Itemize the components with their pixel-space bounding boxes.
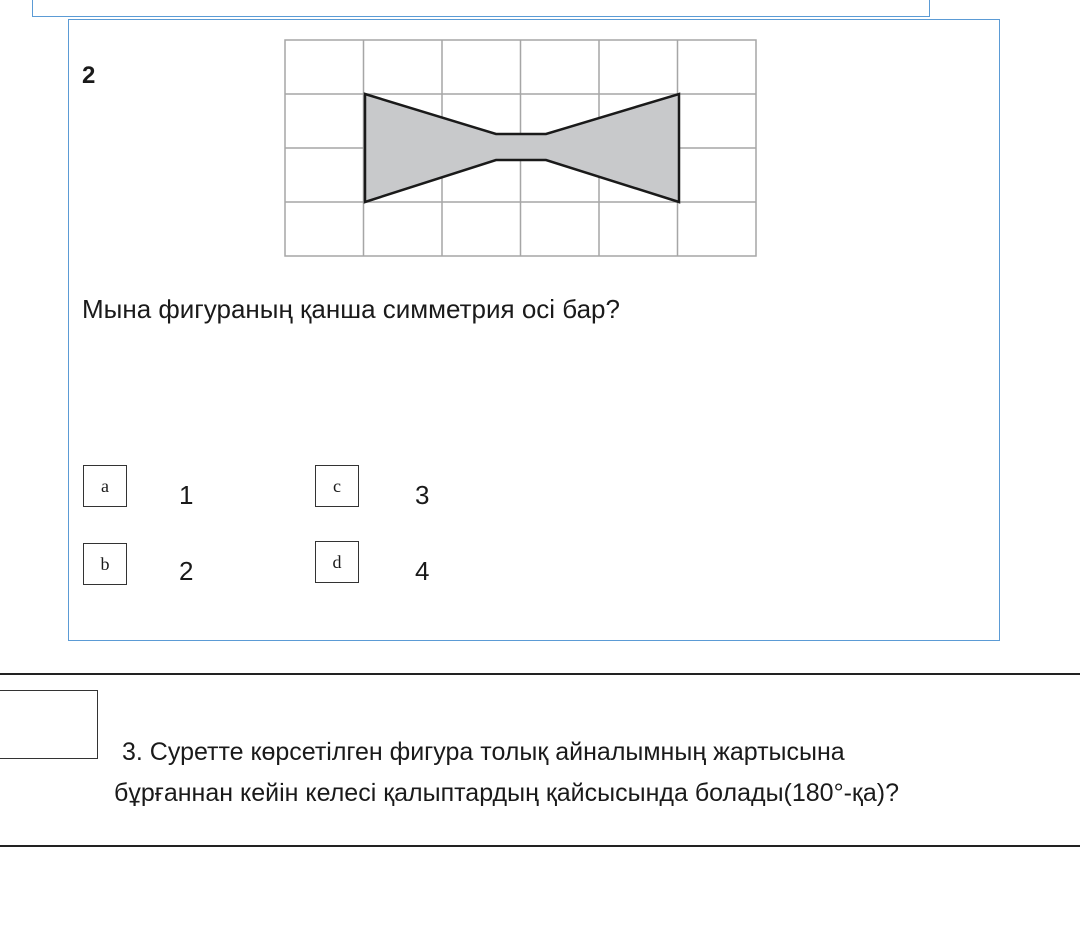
option-b-value: 2 xyxy=(179,556,194,586)
question-3-line-1: 3. Суретте көрсетілген фигура толық айналымның жартысына xyxy=(122,738,845,766)
divider-top xyxy=(0,673,1080,675)
option-d-checkbox[interactable]: d xyxy=(315,541,359,583)
score-box xyxy=(0,690,98,759)
bowtie-shape xyxy=(365,94,679,202)
option-c-checkbox[interactable]: c xyxy=(315,465,359,507)
question-text: Мына фигураның қанша симметрия осі бар? xyxy=(82,294,620,324)
question-number: 2 xyxy=(82,62,96,89)
option-b-checkbox[interactable]: b xyxy=(83,543,127,585)
option-c-value: 3 xyxy=(415,480,430,510)
divider-bottom xyxy=(0,845,1080,847)
option-a-value: 1 xyxy=(179,480,194,510)
option-d-value: 4 xyxy=(415,556,430,586)
question-3-line-2: бұрғаннан кейін келесі қалыптардың қайсысында болады(180°-қа)? xyxy=(114,779,899,807)
bowtie-grid-figure xyxy=(284,39,758,259)
option-a-checkbox[interactable]: a xyxy=(83,465,127,507)
previous-question-frame xyxy=(32,0,930,17)
